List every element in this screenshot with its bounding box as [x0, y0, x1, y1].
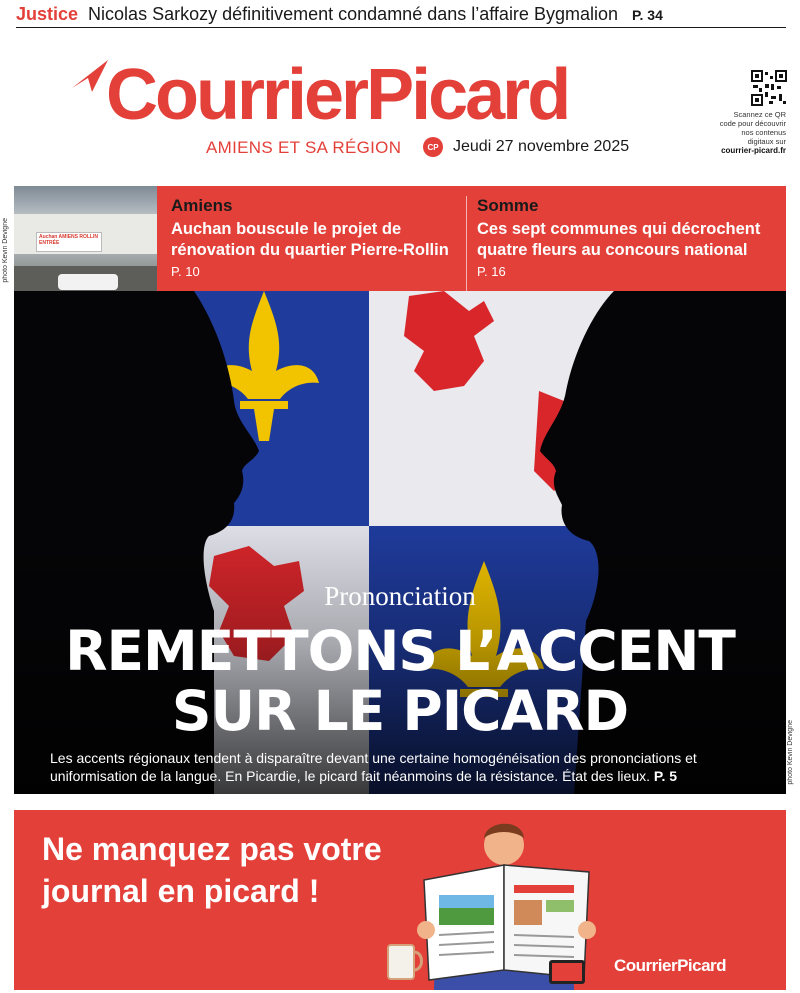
top-news-kicker: Justice	[16, 4, 79, 24]
hero-photo-credit: photo Kevin Devigne	[787, 720, 794, 785]
promo-headline	[42, 828, 382, 912]
teaser-photo-auchan[interactable]	[14, 186, 157, 291]
hero-lead-page: P. 5	[653, 768, 678, 784]
hero-headline	[14, 621, 786, 741]
qr-site-link[interactable]: courrier-picard.fr	[721, 146, 786, 155]
teaser-band	[14, 186, 786, 291]
hero-story[interactable]	[14, 291, 786, 794]
teaser-amiens[interactable]	[171, 196, 466, 291]
teaser-title: Ces sept communes qui décrochent quatre fleurs au concours national P. 16	[477, 220, 761, 279]
qr-caption	[716, 110, 786, 155]
promo-banner[interactable]	[14, 810, 786, 990]
logo-arrow-icon	[70, 58, 110, 94]
promo-logo: CourrierPicard	[614, 956, 727, 975]
qr-caption-text: Scannez ce QR code pour découvrir nos contenus digitaux sur	[719, 110, 786, 146]
photo-car	[58, 274, 118, 290]
qr-code-icon[interactable]	[751, 70, 787, 106]
hero-lead-text: Les accents régionaux tendent à disparaître devant une certaine homogénéisation des prononciations et uniformisation de la langue. En Picardie, le picard fait néanmoins de la résistance. État des lieux.	[50, 750, 697, 784]
teaser-photo-credit: photo Kevin Devigne	[2, 218, 9, 283]
top-news-page: P. 34	[631, 7, 663, 23]
teaser-kicker: Somme	[477, 196, 539, 215]
photo-store-sign: Auchan AMIENS ROLLIN ENTRÉE	[36, 232, 102, 252]
newspaper-logo[interactable]	[70, 54, 730, 134]
hero-headline-line-2: SUR LE PICARD	[171, 679, 629, 743]
hero-headline-line-1: REMETTONS L’ACCENT	[65, 619, 735, 683]
hero-kicker: Prononciation	[324, 581, 476, 611]
cp-badge-icon: CP	[423, 137, 443, 157]
masthead	[0, 48, 800, 168]
promo-line-2: journal en picard !	[42, 873, 320, 909]
logo-wordmark: CourrierPicard	[106, 55, 569, 135]
hero-lead	[50, 749, 770, 785]
teaser-kicker: Amiens	[171, 196, 233, 215]
teaser-page: P. 16	[477, 264, 506, 279]
edition-label: AMIENS ET SA RÉGION	[206, 138, 402, 157]
teaser-somme[interactable]	[466, 196, 772, 291]
promo-line-1: Ne manquez pas votre	[42, 831, 382, 867]
teaser-title: Auchan bouscule le projet de rénovation du quartier Pierre-Rollin P. 10	[171, 220, 449, 279]
top-news-headline[interactable]: Nicolas Sarkozy définitivement condamné dans l’affaire Bygmalion	[88, 4, 618, 24]
reader-illustration	[374, 810, 634, 990]
teaser-page: P. 10	[171, 264, 200, 279]
top-news-strip[interactable]	[16, 4, 786, 28]
teaser-red-panel	[157, 186, 786, 291]
issue-date: Jeudi 27 novembre 2025	[453, 138, 630, 155]
